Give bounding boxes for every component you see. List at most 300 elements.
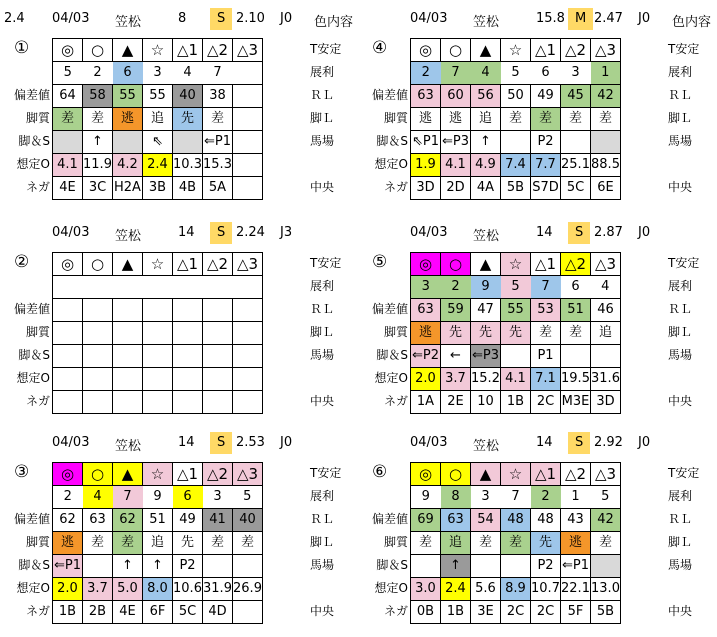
data-cell [173,322,203,345]
header-venue: 笠松 [115,229,142,244]
row-label: ネガ [383,394,408,408]
right-label: ＲＬ [310,512,335,526]
race-number: ① [14,38,30,58]
mark-cell: △3 [591,39,621,62]
data-cell: 31.6 [591,368,621,391]
row-label: ネガ [25,180,50,194]
data-cell: 追 [591,322,621,345]
data-cell: 5B [591,601,621,624]
row-label: 想定O [16,371,50,385]
data-cell [53,391,83,414]
data-cell: 5.0 [113,578,143,601]
data-cell: 7 [113,486,143,509]
data-cell [233,154,263,177]
right-label: T安定 [668,256,700,270]
data-cell: 4B [173,177,203,200]
right-label: 中央 [668,394,693,408]
prediction-table [52,252,263,414]
mark-cell: ☆ [501,39,531,62]
data-cell [203,368,233,391]
mark-cell: ▲ [471,253,501,276]
data-cell: 差 [531,322,561,345]
data-cell: 4.9 [471,154,501,177]
header-venue: 笠松 [473,15,500,30]
data-cell [233,555,263,578]
data-cell [53,368,83,391]
header-j: J3 [280,225,293,240]
mark-cell: △1 [531,463,561,486]
row-label: 偏差値 [371,512,408,526]
data-cell: 2B [83,601,113,624]
right-label: T安定 [310,42,342,56]
data-cell [113,368,143,391]
row-label: 想定O [16,581,50,595]
data-cell: 差 [53,108,83,131]
mark-cell: ○ [83,39,113,62]
data-cell: 3B [143,177,173,200]
row-label: 脚＆S [376,134,408,148]
panel-header [358,222,708,246]
data-cell [113,345,143,368]
data-cell: 69 [411,509,441,532]
right-label: 中央 [310,394,335,408]
data-cell: 1B [53,601,83,624]
data-cell: 9 [143,486,173,509]
data-cell [143,345,173,368]
right-label: T安定 [310,256,342,270]
mark-cell: ☆ [143,253,173,276]
data-cell [83,345,113,368]
data-cell [83,368,113,391]
data-cell: 差 [591,532,621,555]
race-panel [0,222,350,427]
data-cell: 2 [531,486,561,509]
data-cell: 46 [591,299,621,322]
header-num: 8 [178,11,187,26]
mark-cell: ☆ [501,253,531,276]
header-num: 14 [178,225,195,240]
right-label: 馬場 [668,558,693,572]
data-cell [53,131,83,154]
right-label: 中央 [310,180,335,194]
data-cell: 6 [531,62,561,85]
data-cell: 2E [441,391,471,414]
data-cell: 55 [143,85,173,108]
data-cell: 4E [53,177,83,200]
data-cell: S7D [531,177,561,200]
row-label: 偏差値 [13,88,50,102]
data-cell [561,131,591,154]
mark-cell: ○ [441,253,471,276]
mark-cell: △1 [173,463,203,486]
mark-cell: △2 [561,253,591,276]
data-cell: 逃 [411,108,441,131]
right-label: T安定 [668,466,700,480]
data-cell: 55 [501,299,531,322]
data-cell: 15.3 [203,154,233,177]
row-label: 脚＆S [18,348,50,362]
data-cell: 6 [173,486,203,509]
data-cell: 逃 [53,532,83,555]
data-cell: ⇐P1 [203,131,233,154]
data-cell: 47 [471,299,501,322]
data-cell: 15.2 [471,368,501,391]
right-label: T安定 [668,42,700,56]
data-cell: 53 [531,299,561,322]
data-cell: 差 [411,532,441,555]
header-ratio: 2.24 [236,225,265,240]
right-label: 展利 [310,489,335,503]
data-cell [233,62,263,85]
data-cell: 7.1 [531,368,561,391]
row-label: ネガ [25,604,50,618]
right-label: T安定 [310,466,342,480]
data-cell: 10.3 [173,154,203,177]
data-cell [233,177,263,200]
header-j: J0 [638,435,651,450]
panel-header [0,432,350,456]
data-cell: 差 [83,532,113,555]
data-cell [591,131,621,154]
data-cell: 2 [83,62,113,85]
data-cell [203,555,233,578]
data-cell: 差 [591,108,621,131]
data-cell: 63 [411,85,441,108]
data-cell [173,276,203,299]
data-cell: 逃 [411,322,441,345]
prediction-table [52,462,263,624]
data-cell: 45 [561,85,591,108]
data-cell: 62 [113,509,143,532]
data-cell: 2C [531,601,561,624]
data-cell: 4 [471,62,501,85]
data-cell: 4E [113,601,143,624]
data-cell: 6 [561,276,591,299]
row-label: 脚＆S [18,558,50,572]
data-cell: 先 [471,322,501,345]
data-cell: 3 [143,62,173,85]
header-j: J0 [280,435,293,450]
right-label: ＲＬ [310,302,335,316]
mark-cell: ○ [83,463,113,486]
right-label: 脚Ｌ [310,325,335,339]
row-label: 偏差値 [371,302,408,316]
mark-cell: ○ [441,39,471,62]
data-cell: 2 [441,276,471,299]
header-ratio: 2.87 [594,225,623,240]
mark-cell: ◎ [53,463,83,486]
data-cell: 5 [53,62,83,85]
data-cell: ↑ [113,555,143,578]
data-cell: P2 [531,555,561,578]
data-cell: P2 [173,555,203,578]
data-cell [83,299,113,322]
header-date: 04/03 [410,435,448,450]
header-date: 04/03 [52,435,90,450]
right-label: ＲＬ [668,302,693,316]
row-label: 想定O [374,371,408,385]
data-cell: 0B [411,601,441,624]
data-cell [143,299,173,322]
data-cell: 1.9 [411,154,441,177]
mark-cell: △1 [173,39,203,62]
row-label: 想定O [16,157,50,171]
data-cell: 48 [501,509,531,532]
data-cell: 25.1 [561,154,591,177]
data-cell: 1A [411,391,441,414]
data-cell [233,299,263,322]
data-cell [113,131,143,154]
right-label: 中央 [668,180,693,194]
data-cell [113,276,143,299]
row-label: ネガ [383,604,408,618]
header-date: 04/03 [410,225,448,240]
data-cell: 4 [591,276,621,299]
data-cell: 差 [83,108,113,131]
row-label: 脚質 [383,325,408,339]
data-cell: 42 [591,85,621,108]
data-cell: 2.4 [441,578,471,601]
data-cell [143,391,173,414]
data-cell [233,276,263,299]
data-cell: 差 [531,108,561,131]
data-cell: 差 [233,532,263,555]
mark-cell: △2 [561,463,591,486]
right-label: ＲＬ [310,88,335,102]
data-cell [233,322,263,345]
row-label: 偏差値 [13,302,50,316]
data-cell: 5.6 [471,578,501,601]
data-cell [203,391,233,414]
right-label: ＲＬ [668,512,693,526]
prediction-table [410,462,621,624]
data-cell: 1 [591,62,621,85]
header-j: J0 [638,225,651,240]
data-cell: 2C [531,391,561,414]
race-panel [358,8,712,213]
header-ratio: 2.47 [594,11,623,26]
data-cell: 2C [501,601,531,624]
data-cell: ⇖P1 [411,131,441,154]
race-number: ④ [372,38,388,58]
data-cell: 9 [411,486,441,509]
data-cell: 3C [83,177,113,200]
mark-cell: △3 [233,253,263,276]
data-cell [173,131,203,154]
data-cell: 3.7 [441,368,471,391]
data-cell: 3.0 [411,578,441,601]
data-cell [83,555,113,578]
data-cell: 4.1 [53,154,83,177]
data-cell: 追 [143,532,173,555]
race-number: ⑥ [372,462,388,482]
data-cell: 88.5 [591,154,621,177]
data-cell: 58 [83,85,113,108]
data-cell: 5C [173,601,203,624]
data-cell [113,322,143,345]
data-cell [53,345,83,368]
prediction-table [410,38,621,200]
data-cell: 3 [411,276,441,299]
data-cell: 4.2 [113,154,143,177]
header-grade: S [210,432,232,454]
mark-cell: ◎ [411,463,441,486]
right-label: 展利 [668,489,693,503]
right-label: 馬場 [310,134,335,148]
data-cell: 6F [143,601,173,624]
data-cell: 54 [471,509,501,532]
data-cell [113,299,143,322]
data-cell: 差 [203,532,233,555]
mark-cell: ◎ [53,39,83,62]
data-cell [471,555,501,578]
row-label: 偏差値 [13,512,50,526]
data-cell: 49 [531,85,561,108]
race-number: ② [14,252,30,272]
data-cell: 先 [173,532,203,555]
header-venue: 笠松 [115,15,142,30]
race-number: ⑤ [372,252,388,272]
panel-header [358,8,712,32]
data-cell [143,322,173,345]
data-cell: 38 [203,85,233,108]
header-grade: S [210,8,232,30]
header-venue: 笠松 [115,439,142,454]
row-label: ネガ [25,394,50,408]
row-label: 脚質 [25,535,50,549]
data-cell: 26.9 [233,578,263,601]
data-cell: 先 [441,322,471,345]
right-label: 展利 [310,65,335,79]
data-cell [83,276,113,299]
mark-cell: ▲ [471,463,501,486]
data-cell: 先 [173,108,203,131]
data-cell: 7 [203,62,233,85]
data-cell: 4D [203,601,233,624]
header-extra: 色内容 [314,15,354,30]
mark-cell: △1 [531,39,561,62]
top-label: 2.4 [4,11,25,26]
panel-header [0,222,350,246]
data-cell [501,345,531,368]
data-cell [83,322,113,345]
data-cell: 10.6 [173,578,203,601]
data-cell: 5F [561,601,591,624]
data-cell: 2D [441,177,471,200]
race-panel [0,8,354,213]
row-label: 偏差値 [371,88,408,102]
mark-cell: △2 [203,463,233,486]
row-label: ネガ [383,180,408,194]
data-cell: 50 [501,85,531,108]
row-label: 脚＆S [376,348,408,362]
header-num: 14 [178,435,195,450]
data-cell: 42 [591,509,621,532]
mark-cell: ▲ [471,39,501,62]
data-cell [113,391,143,414]
data-cell: 62 [53,509,83,532]
row-label: 脚質 [383,535,408,549]
data-cell [203,322,233,345]
data-cell: 7.4 [501,154,531,177]
data-cell: 11.9 [83,154,113,177]
mark-cell: △1 [173,253,203,276]
header-date: 04/03 [52,11,90,26]
data-cell: 10 [471,391,501,414]
data-cell: 43 [561,509,591,532]
data-cell: P1 [531,345,561,368]
race-panel [358,222,708,427]
data-cell: 2 [53,486,83,509]
data-cell: 逃 [441,108,471,131]
data-cell: 2.0 [53,578,83,601]
data-cell [53,299,83,322]
data-cell [233,391,263,414]
mark-cell: △3 [591,253,621,276]
data-cell [501,131,531,154]
right-label: 馬場 [668,134,693,148]
data-cell [83,391,113,414]
data-cell: 5 [591,486,621,509]
data-cell [561,345,591,368]
data-cell: 22.1 [561,578,591,601]
row-label: 脚質 [25,111,50,125]
data-cell: ⇐P3 [441,131,471,154]
data-cell: 55 [113,85,143,108]
data-cell: 1B [441,601,471,624]
data-cell [143,368,173,391]
data-cell [203,276,233,299]
data-cell: 48 [531,509,561,532]
data-cell: ← [441,345,471,368]
header-num: 14 [536,225,553,240]
data-cell: 40 [173,85,203,108]
mark-cell: △3 [591,463,621,486]
data-cell [173,299,203,322]
mark-cell: ○ [441,463,471,486]
mark-cell: △2 [203,39,233,62]
data-cell: 60 [441,85,471,108]
mark-cell: △2 [561,39,591,62]
data-cell: ↑ [83,131,113,154]
data-cell: 追 [143,108,173,131]
data-cell: 3E [471,601,501,624]
row-label: 脚＆S [18,134,50,148]
data-cell: 7.7 [531,154,561,177]
prediction-table [52,38,263,200]
right-label: 中央 [668,604,693,618]
data-cell: 差 [561,322,591,345]
data-cell: 1 [561,486,591,509]
header-ratio: 2.10 [236,11,265,26]
data-cell: 逃 [561,532,591,555]
data-cell: 差 [561,108,591,131]
prediction-table [410,252,621,414]
data-cell [53,276,83,299]
mark-cell: ☆ [501,463,531,486]
data-cell: ↑ [471,131,501,154]
data-cell: M3E [561,391,591,414]
race-number: ③ [14,462,30,482]
data-cell: 5 [501,276,531,299]
row-label: 想定O [374,157,408,171]
header-date: 04/03 [410,11,448,26]
header-venue: 笠松 [473,229,500,244]
data-cell: 6E [591,177,621,200]
data-cell: 4.1 [441,154,471,177]
data-cell: 5 [233,486,263,509]
header-extra: 色内容 [672,15,712,30]
